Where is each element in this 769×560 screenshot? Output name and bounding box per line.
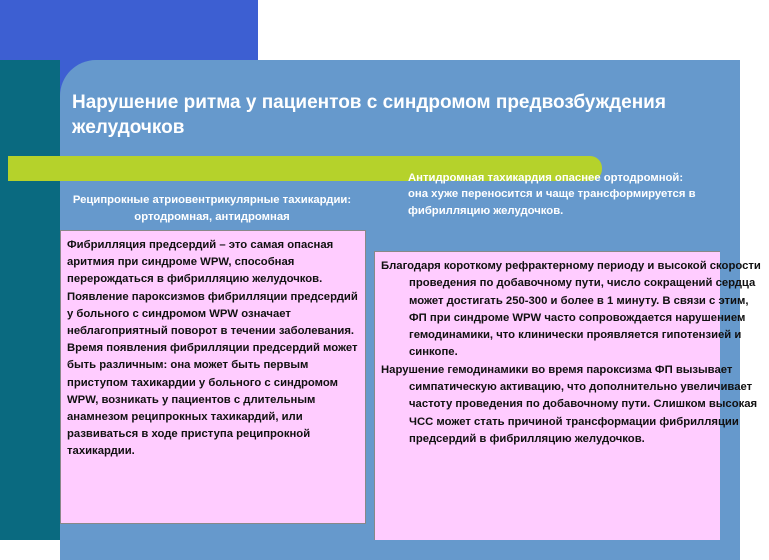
right-text-box <box>374 251 761 540</box>
slide-title: Нарушение ритма у пациентов с синдромом предвозбуждения желудочков <box>72 92 666 138</box>
right-paragraph-1: Благодаря короткому рефрактерному периоду и высокой скорости проведения по добавочному пути, число сокращений сердца может достигать 250-300 и более в 1 минуту. В связи с этим, ФП при синдроме WPW часто сопровождается нарушением гемодинамики, что клинически проявляется гипотензией и синкопе. <box>381 260 761 359</box>
decorative-teal-bar <box>0 0 64 540</box>
left-paragraph: Фибрилляция предсердий – это самая опасная аритмия при синдроме WPW, способная перерождаться в фибрилляцию желудочков. Появление пароксизмов фибрилляции предсердий у больного с синдромом WPW означает неблагоприятный поворот в течении заболевания. Время появления фибрилляции предсердий может быть различным: она может быть первым приступом тахикардии у больного с синдромом WPW, возникать у пациентов с длительным анамнезом реципрокных тахикардий, или развиваться в ходе приступа реципрокной тахикардии. <box>67 239 358 458</box>
right-paragraph-2: Нарушение гемодинамики во время пароксизма ФП вызывает симпатическую активацию, что дополнительно увеличивает частоту проведения по добавочному пути. Слишком высокая ЧСС может стать причиной трансформации фибрилляции предсердий в фибрилляцию желудочков. <box>381 363 758 445</box>
left-subtitle: Реципрокные атриовентрикулярные тахикардии: ортодромная, антидромная <box>72 194 352 223</box>
left-text-box <box>60 230 366 524</box>
decorative-blue-bar <box>0 0 258 60</box>
right-subtitle: Антидромная тахикардия опаснее ортодромной: она хуже переносится и чаще трансформируется в фибрилляцию желудочков. <box>408 172 696 217</box>
